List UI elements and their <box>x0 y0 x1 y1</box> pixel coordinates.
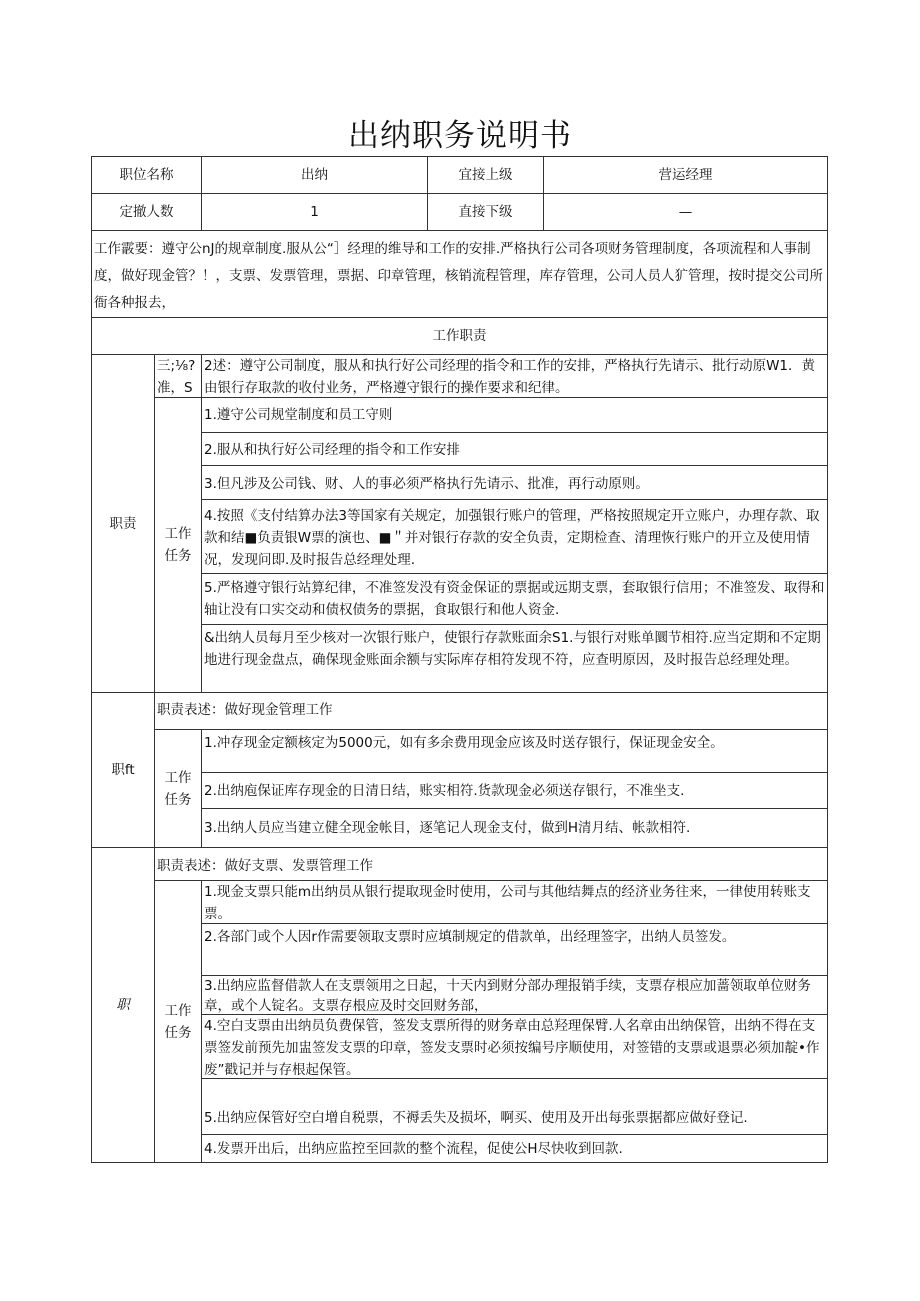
work-summary: 工作霰要：遵守公nJ的规章制度.服从公“］经理的维导和工作的安排.严格执行公司各项财务管理制度，各项流程和人事制度，做好现金管？！，支票、发票管理，票据、印章管理，核销流程管理，库存管理，公司人员人犷管理，按时提交公司所衙各种报去， <box>91 230 828 318</box>
section3-task: 4.空白支票由出纳员负费保管，签发支票所得的财务章由总羟理保臂.人名章由出纳保管，出纳不得在支票签发前预先加盅签发支票的印章，签发支票时必须按编号序顺使用，对签错的支票或退票必须加靛•作废”戳记并与存根起保管。 <box>201 1014 828 1079</box>
section2-task: 3.出纳人员应当建立健全现金帐目，逐笔记人现金支付，做到H清月结、帐款相符. <box>201 808 828 848</box>
section2-description: 职责表述：做好现金管理工作 <box>154 692 828 730</box>
section1-task: 1.遵守公司规堂制度和员工守则 <box>201 397 828 433</box>
section3-label: 职 <box>91 847 155 1163</box>
subordinate-value: — <box>543 193 828 231</box>
section2-task: 2.出纳庖保证库存现金的日清日结，账实相符.货款现金必须送存银行，不准坐支. <box>201 772 828 809</box>
section1-task: 5.严格遵守银行站算纪律，不准签发没有资金保证的票据或远期支票，套取银行信用；不准签发、取得和轴让没有口实交动和债权债务的票据，食取银行和他人资金. <box>201 573 828 625</box>
section1-desc-label: 三;⅛?准，S <box>154 354 202 398</box>
position-value: 出纳 <box>201 156 428 194</box>
position-label: 职位名称 <box>91 156 202 194</box>
section3-description: 职责表述：做好支票、发票管理工作 <box>154 847 828 881</box>
section3-task: 5.出纳应保管好空白增自税票，不褥丢失及损坏，啊买、使用及开出每张票据都应做好登记. <box>201 1078 828 1135</box>
subordinate-label: 直接下级 <box>427 193 544 231</box>
section1-description: 2述：遵守公司制度，服从和执行好公司经理的指令和工作的安排，严格执行先请示、批行动原W1．黄由银行存取款的收付业务，严格遵守银行的操作要求和纪律。 <box>201 354 828 398</box>
job-description-table <box>91 156 828 1163</box>
section3-task: 3.出纳应监督借款人在支票领用之日起，十天内到财分部办理报销手续，支票存根应加蔷领取单位财务章，或个人锭名。支票存根应及时交回财务部， <box>201 975 828 1015</box>
headcount-value: 1 <box>201 193 428 231</box>
section2-label: 职ft <box>91 692 155 848</box>
section2-task: 1.冲存现金定额核定为5000元，如有多余费用现金应该及时送存银行，保证现金安全。 <box>201 729 828 773</box>
section1-task: &出纳人员每月至少核对一次银行账户，使银行存款账面余S1.与银行对账单圜节相符.应当定期和不定期地进行现金盘点，确保现金账面余额与实际库存相符发现不符，应查明原因，及时报告总经理处理。 <box>201 624 828 693</box>
headcount-label: 定撤人数 <box>91 193 202 231</box>
section3-task: 4.发票开出后，出纳应监控至回款的整个流程，促使公H尽快收到回款. <box>201 1134 828 1163</box>
superior-value: 营运经理 <box>543 156 828 194</box>
section3-task: 2.各部门或个人因r作需要领取支票时应填制规定的借款单，出经理签字，出纳人员签发。 <box>201 923 828 976</box>
section1-label: 职责 <box>91 354 155 693</box>
section3-task: 1.现金支票只能m出纳员从银行提取现金时使用，公司与其他结舞点的经济业务往来，一律使用转账支票。 <box>201 880 828 924</box>
duties-heading: 工作职责 <box>91 317 828 355</box>
section2-task-label: 工作任务 <box>154 729 202 848</box>
document-title: 出纳职务说明书 <box>348 118 572 154</box>
section1-task: 2.服从和执行好公司经理的指令和工作安排 <box>201 432 828 466</box>
superior-label: 宜接上级 <box>427 156 544 194</box>
section1-task-label: 工作任务 <box>154 397 202 693</box>
section3-task-label: 工作任务 <box>154 880 202 1163</box>
section1-task: 3.但凡涉及公司钱、财、人的事必须严格执行先请示、批准，再行动原则。 <box>201 465 828 500</box>
section1-task: 4.按照《支付结算办法3等国家有关规定，加强银行账户的管理，严格按照规定开立账户，办理存款、取款和结■负责银W票的演也、■＂并对银行存款的安全负责，定期检查、清理恢行账户的开立及使用情况，发现问即.及时报告总经理处理. <box>201 499 828 574</box>
